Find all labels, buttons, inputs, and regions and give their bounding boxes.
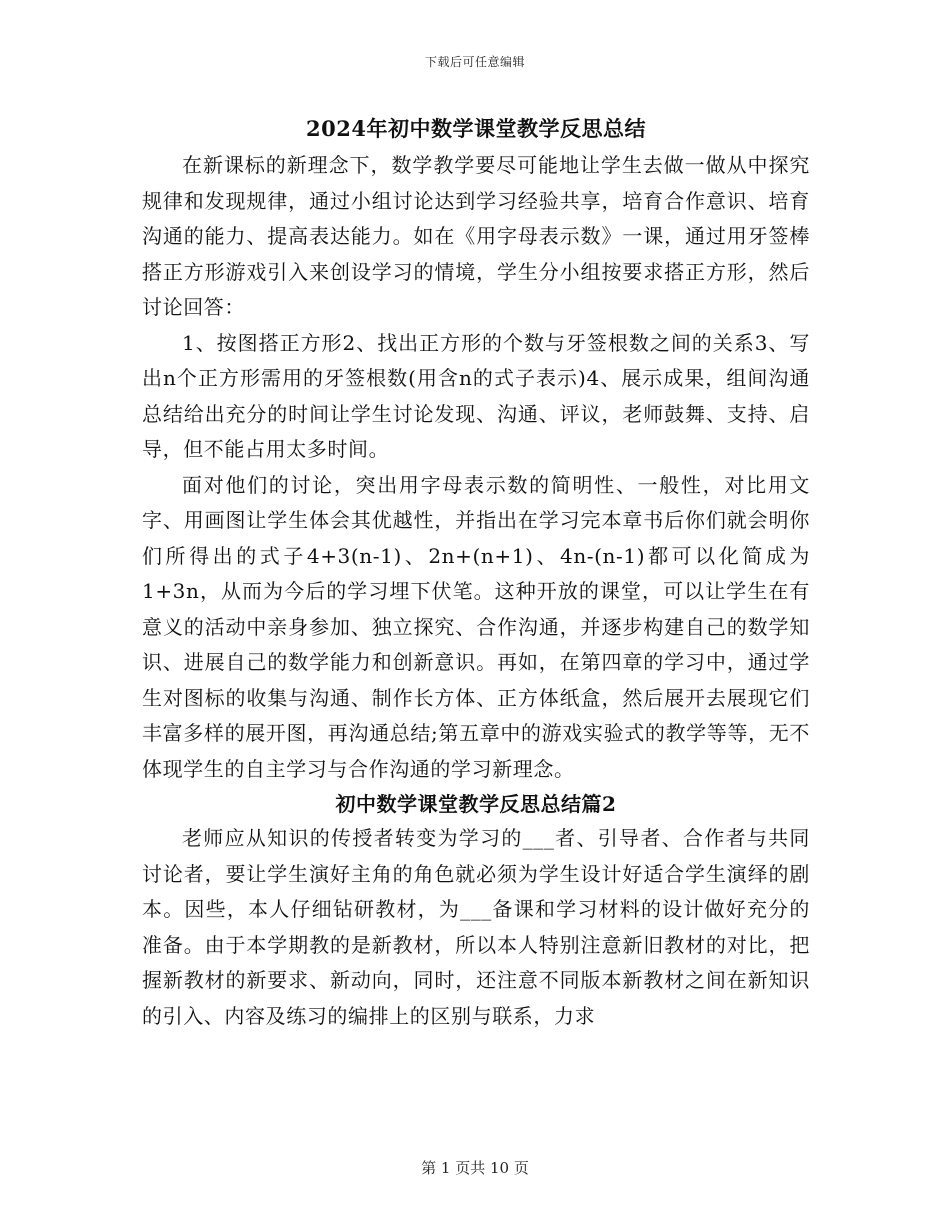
section-2-title: 初中数学课堂教学反思总结篇2: [335, 792, 617, 816]
document-body: [142, 112, 810, 1034]
page-footer-number: 第 1 页共 10 页: [421, 1159, 529, 1177]
paragraph-steps: 1、按图搭正方形2、找出正方形的个数与牙签根数之间的关系3、写出n个正方形需用的牙签根数(用含n的式子表示)4、展示成果，组间沟通总结给出充分的时间让学生讨论发现、沟通、评议，老师鼓舞、支持、启导，但不能占用太多时间。: [142, 330, 810, 461]
paragraph-intro: 在新课标的新理念下，数学教学要尽可能地让学生去做一做从中探究规律和发现规律，通过小组讨论达到学习经验共享，培育合作意识、培育沟通的能力、提高表达能力。如在《用字母表示数》一课，通过用牙签棒搭正方形游戏引入来创设学习的情境，学生分小组按要求搭正方形，然后讨论回答：: [142, 153, 810, 319]
page-header-note: 下载后可任意编辑: [424, 55, 525, 69]
document-title: 2024年初中数学课堂教学反思总结: [306, 116, 646, 141]
paragraph-discussion: 面对他们的讨论，突出用字母表示数的简明性、一般性，对比用文字、用画图让学生体会其优越性，并指出在学习完本章书后你们就会明你们所得出的式子4+3(n-1)、2n+(n+1)、4n-(n-1)都可以化简成为1+3n，从而为今后的学习埋下伏笔。这种开放的课堂，可以让学生在有意义的活动中亲身参加、独立探究、合作沟通，并逐步构建自己的数学知识、进展自己的数学能力和创新意识。再如，在第四章的学习中，通过学生对图标的收集与沟通、制作长方体、正方体纸盒，然后展开去展现它们丰富多样的展开图，再沟通总结;第五章中的游戏实验式的教学等等，无不体现学生的自主学习与合作沟通的学习新理念。: [142, 472, 810, 781]
paragraph-section-2: 老师应从知识的传授者转变为学习的___者、引导者、合作者与共同讨论者，要让学生演好主角的角色就必须为学生设计好适合学生演绎的剧本。因些，本人仔细钻研教材，为___备课和学习材料的设计做好充分的准备。由于本学期教的是新教材，所以本人特别注意新旧教材的对比，把握新教材的新要求、新动向，同时，还注意不同版本新教材之间在新知识的引入、内容及练习的编排上的区别与联系，力求: [142, 826, 810, 1028]
